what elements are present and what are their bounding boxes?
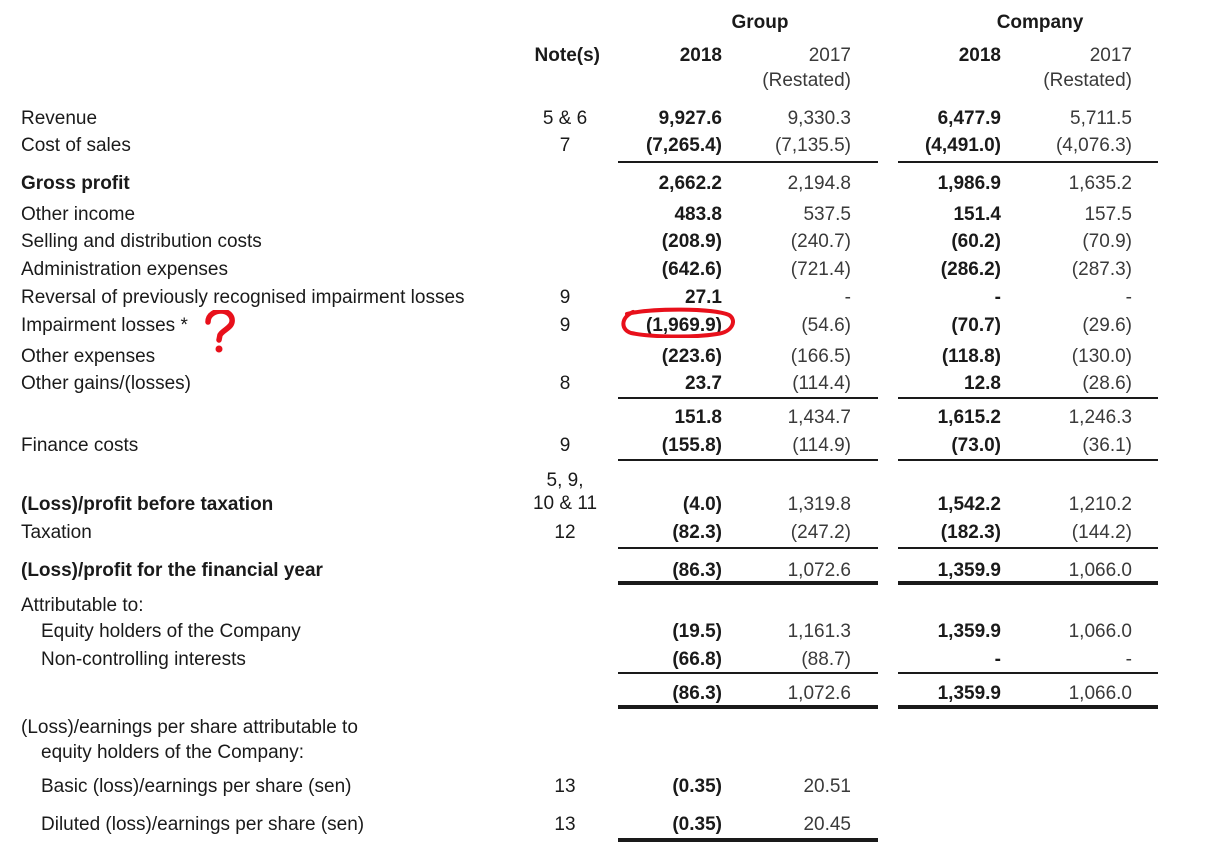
value-eh-g17: 1,161.3: [787, 621, 851, 642]
value-og-c17: (28.6): [1082, 373, 1132, 394]
note-revenue: 5 & 6: [542, 108, 588, 129]
value-nci-c18: -: [994, 649, 1001, 670]
value-gp-c18: 1,986.9: [937, 173, 1001, 194]
row-label-pbt: (Loss)/profit before taxation: [21, 494, 274, 515]
value-fc-g17: (114.9): [792, 435, 851, 456]
value-rev-g18: 27.1: [685, 287, 722, 308]
notes-header: Note(s): [534, 45, 600, 66]
group-2018-header: 2018: [679, 45, 722, 66]
row-label-equity-holders: Equity holders of the Company: [41, 621, 301, 642]
note-pbt-line2: 10 & 11: [532, 493, 598, 514]
value-rev-g17: -: [844, 287, 851, 308]
group-2017-restated: (Restated): [762, 70, 851, 91]
value-oi-c18: 151.4: [953, 204, 1001, 225]
rule-group-4: [618, 547, 878, 549]
note-other-gains: 8: [559, 373, 571, 394]
value-imp-c18: (70.7): [951, 315, 1001, 336]
group-2017-header: 2017: [808, 45, 851, 66]
value-ta-g17: 1,072.6: [787, 683, 851, 704]
value-oe-c17: (130.0): [1071, 346, 1132, 367]
value-og-c18: 12.8: [964, 373, 1001, 394]
row-label-diluted-eps: Diluted (loss)/earnings per share (sen): [41, 814, 365, 835]
value-admin-c17: (287.3): [1071, 259, 1132, 280]
row-label-revenue: Revenue: [21, 108, 98, 129]
value-fc-c17: (36.1): [1082, 435, 1132, 456]
value-py-g17: 1,072.6: [787, 560, 851, 581]
value-sub-c18: 1,615.2: [937, 407, 1001, 428]
note-reversal: 9: [559, 287, 571, 308]
value-imp-g17: (54.6): [801, 315, 851, 336]
group-header: Group: [731, 12, 789, 33]
value-sell-g18: (208.9): [661, 231, 722, 252]
value-tax-g18: (82.3): [672, 522, 722, 543]
value-sub-g18: 151.8: [674, 407, 722, 428]
note-finance-costs: 9: [559, 435, 571, 456]
value-nci-g18: (66.8): [672, 649, 722, 670]
value-oe-g17: (166.5): [790, 346, 851, 367]
value-nci-g17: (88.7): [801, 649, 851, 670]
note-taxation: 12: [554, 522, 576, 543]
company-2018-header: 2018: [958, 45, 1001, 66]
row-label-other-income: Other income: [21, 204, 136, 225]
value-pbt-g17: 1,319.8: [787, 494, 851, 515]
row-label-taxation: Taxation: [21, 522, 92, 543]
value-og-g17: (114.4): [792, 373, 851, 394]
note-diluted-eps: 13: [554, 814, 576, 835]
value-oi-g18: 483.8: [674, 204, 722, 225]
value-eh-c18: 1,359.9: [937, 621, 1001, 642]
row-label-profit-year: (Loss)/profit for the financial year: [21, 560, 323, 581]
value-pbt-g18: (4.0): [682, 494, 722, 515]
value-og-g18: 23.7: [685, 373, 722, 394]
company-2017-header: 2017: [1089, 45, 1132, 66]
value-nci-c17: -: [1125, 649, 1132, 670]
value-rev-c17: -: [1125, 287, 1132, 308]
value-ta-g18: (86.3): [672, 683, 722, 704]
value-tax-c18: (182.3): [940, 522, 1001, 543]
row-label-admin: Administration expenses: [21, 259, 228, 280]
row-label-attributable: Attributable to:: [21, 595, 144, 616]
company-2017-restated: (Restated): [1043, 70, 1132, 91]
value-fc-c18: (73.0): [951, 435, 1001, 456]
value-deps-g18: (0.35): [672, 814, 722, 835]
rule-group-3: [618, 459, 878, 461]
value-gp-g18: 2,662.2: [658, 173, 722, 194]
value-tax-c17: (144.2): [1071, 522, 1132, 543]
value-oi-g17: 537.5: [803, 204, 851, 225]
row-label-selling: Selling and distribution costs: [21, 231, 262, 252]
value-revenue-c17: 5,711.5: [1070, 108, 1132, 129]
row-label-finance-costs: Finance costs: [21, 435, 139, 456]
value-eh-g18: (19.5): [672, 621, 722, 642]
eps-heading-line1: (Loss)/earnings per share attributable to: [21, 717, 358, 738]
value-tax-g17: (247.2): [790, 522, 851, 543]
note-impairment: 9: [559, 315, 571, 336]
value-beps-g18: (0.35): [672, 776, 722, 797]
value-gp-c17: 1,635.2: [1068, 173, 1132, 194]
row-label-basic-eps: Basic (loss)/earnings per share (sen): [41, 776, 352, 797]
value-cos-c18: (4,491.0): [924, 135, 1001, 156]
rule-group-2: [618, 397, 878, 399]
value-revenue-g17: 9,330.3: [787, 108, 851, 129]
value-sell-c17: (70.9): [1082, 231, 1132, 252]
rule-company-1: [898, 161, 1158, 163]
value-ta-c18: 1,359.9: [937, 683, 1001, 704]
value-revenue-c18: 6,477.9: [937, 108, 1001, 129]
rule-company-2: [898, 397, 1158, 399]
row-label-nci: Non-controlling interests: [41, 649, 246, 670]
red-circle-annotation-icon: [621, 306, 735, 338]
value-cos-g17: (7,135.5): [774, 135, 851, 156]
value-pbt-c18: 1,542.2: [937, 494, 1001, 515]
value-fc-g18: (155.8): [661, 435, 722, 456]
row-label-gross-profit: Gross profit: [21, 173, 130, 194]
rule-company-5-double: [898, 581, 1158, 585]
value-pbt-c17: 1,210.2: [1068, 494, 1132, 515]
rule-company-6: [898, 672, 1158, 674]
company-header: Company: [996, 12, 1084, 33]
value-admin-g18: (642.6): [661, 259, 722, 280]
value-imp-g18: (1,969.9): [645, 315, 722, 336]
value-deps-g17: 20.45: [803, 814, 851, 835]
row-label-other-gains: Other gains/(losses): [21, 373, 192, 394]
note-cost-of-sales: 7: [559, 135, 571, 156]
row-label-impairment: Impairment losses *: [21, 315, 188, 336]
value-sub-c17: 1,246.3: [1068, 407, 1132, 428]
note-basic-eps: 13: [554, 776, 576, 797]
row-label-other-expenses: Other expenses: [21, 346, 156, 367]
value-sell-g17: (240.7): [790, 231, 851, 252]
rule-group-8-double: [618, 838, 878, 842]
rule-company-7-double: [898, 705, 1158, 709]
value-py-c17: 1,066.0: [1068, 560, 1132, 581]
row-label-cost-of-sales: Cost of sales: [21, 135, 131, 156]
value-admin-g17: (721.4): [790, 259, 851, 280]
value-imp-c17: (29.6): [1082, 315, 1132, 336]
value-oe-g18: (223.6): [661, 346, 722, 367]
value-admin-c18: (286.2): [940, 259, 1001, 280]
value-rev-c18: -: [994, 287, 1001, 308]
value-gp-g17: 2,194.8: [787, 173, 851, 194]
rule-group-7-double: [618, 705, 878, 709]
value-py-c18: 1,359.9: [937, 560, 1001, 581]
value-eh-c17: 1,066.0: [1068, 621, 1132, 642]
value-py-g18: (86.3): [672, 560, 722, 581]
rule-group-6: [618, 672, 878, 674]
note-pbt-line1: 5, 9,: [546, 470, 584, 491]
value-oe-c18: (118.8): [941, 346, 1001, 367]
value-cos-g18: (7,265.4): [645, 135, 722, 156]
red-question-mark-annotation-icon: [202, 310, 236, 354]
rule-group-1: [618, 161, 878, 163]
value-oi-c17: 157.5: [1084, 204, 1132, 225]
value-cos-c17: (4,076.3): [1055, 135, 1132, 156]
eps-heading-line2: equity holders of the Company:: [41, 742, 304, 763]
value-ta-c17: 1,066.0: [1068, 683, 1132, 704]
rule-group-5-double: [618, 581, 878, 585]
value-sub-g17: 1,434.7: [787, 407, 851, 428]
value-revenue-g18: 9,927.6: [658, 108, 722, 129]
rule-company-3: [898, 459, 1158, 461]
rule-company-4: [898, 547, 1158, 549]
row-label-reversal: Reversal of previously recognised impairment losses: [21, 287, 465, 308]
value-beps-g17: 20.51: [803, 776, 851, 797]
value-sell-c18: (60.2): [951, 231, 1001, 252]
